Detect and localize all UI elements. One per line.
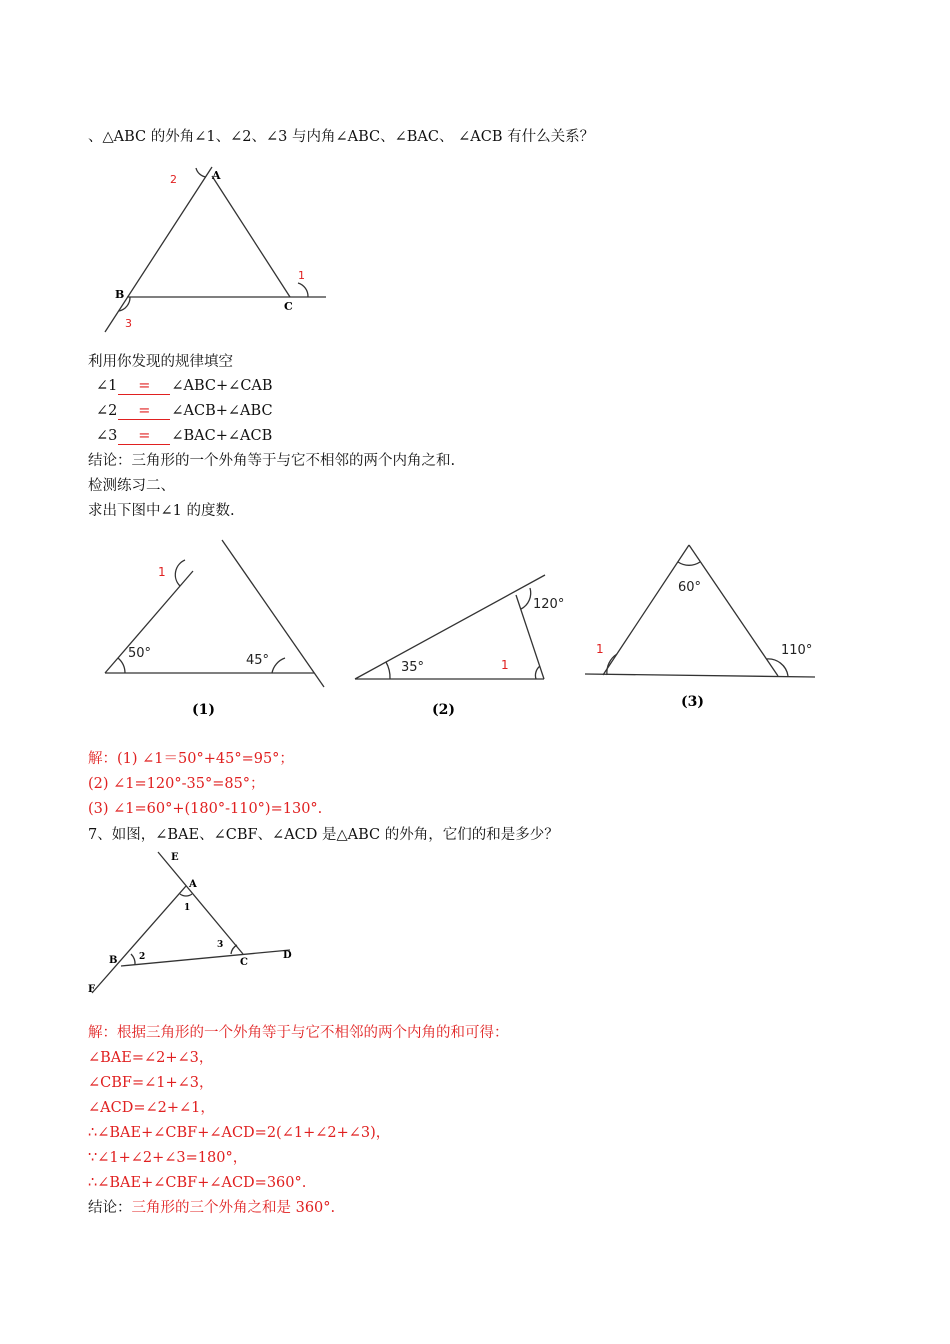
side-ac bbox=[212, 176, 290, 297]
fig2-angle-b: 120° bbox=[533, 597, 565, 612]
q7-angle-3: 3 bbox=[217, 940, 224, 950]
q7-vertex-e: E bbox=[171, 852, 179, 863]
question-7-figure bbox=[85, 848, 300, 998]
fig1-caption: (1) bbox=[192, 702, 215, 718]
fig2-angle-1: 1 bbox=[501, 658, 509, 672]
vertex-a-label: A bbox=[212, 169, 221, 182]
fill-row-3-answer: = bbox=[118, 428, 170, 445]
q7-vertex-c: C bbox=[240, 957, 248, 968]
fill-row-1 bbox=[96, 376, 273, 396]
fig3-angle-1: 1 bbox=[596, 642, 604, 656]
q7-vertex-b: B bbox=[109, 955, 118, 966]
vertex-b-label: B bbox=[115, 288, 125, 301]
q7-solution-7: ∴∠BAE+∠CBF+∠ACD=360°. bbox=[88, 1175, 307, 1191]
practice-prompt: 求出下图中∠1 的度数. bbox=[88, 503, 235, 519]
q7-solution-2: ∠BAE=∠2+∠3， bbox=[88, 1050, 214, 1066]
q7-angle-2: 2 bbox=[139, 952, 146, 962]
q7-solution-4: ∠ACD=∠2+∠1， bbox=[88, 1100, 215, 1116]
fig1-angle-b: 45° bbox=[246, 653, 270, 668]
angle-1-arc bbox=[298, 283, 308, 297]
fill-prompt: 利用你发现的规律填空 bbox=[88, 354, 233, 370]
fill-row-2 bbox=[96, 401, 273, 421]
fill-row-3-left: ∠3 bbox=[96, 428, 118, 444]
question-1-text: 、△ABC 的外角∠1、∠2、∠3 与内角∠ABC、∠BAC、 ∠ACB 有什么关系？ bbox=[88, 129, 595, 145]
fill-row-1-right: ∠ABC+∠CAB bbox=[171, 378, 273, 394]
vertex-c-label: C bbox=[284, 300, 293, 313]
angle-2-arc bbox=[196, 168, 206, 177]
q7-solution-6: ∵∠1+∠2+∠3=180°， bbox=[88, 1150, 248, 1166]
practice-solution-2: (2) ∠1=120°-35°=85°； bbox=[88, 776, 265, 792]
side-ab-extended bbox=[105, 167, 212, 332]
conclusion-2-text: 三角形的三个外角之和是 360°. bbox=[131, 1200, 336, 1216]
triangle-abc-figure bbox=[100, 160, 340, 340]
fig3-angle-b: 110° bbox=[781, 643, 813, 658]
question-7-text: 7、如图，∠BAE、∠CBF、∠ACD 是△ABC 的外角，它们的和是多少？ bbox=[88, 827, 559, 843]
fill-row-1-left: ∠1 bbox=[96, 378, 118, 394]
fill-row-2-right: ∠ACB+∠ABC bbox=[171, 403, 273, 419]
practice-solution-1: 解：(1) ∠1＝50°+45°=95°； bbox=[88, 751, 294, 767]
fill-row-2-answer: = bbox=[118, 403, 170, 420]
q7-solution-5: ∴∠BAE+∠CBF+∠ACD=2(∠1+∠2+∠3)， bbox=[88, 1125, 391, 1141]
conclusion-1: 结论：三角形的一个外角等于与它不相邻的两个内角之和. bbox=[88, 453, 456, 469]
q7-vertex-d: D bbox=[283, 950, 292, 961]
angle-3-label: 3 bbox=[125, 317, 132, 330]
conclusion-2 bbox=[88, 1198, 335, 1218]
q7-vertex-a: A bbox=[189, 879, 197, 890]
q7-vertex-f: F bbox=[88, 984, 96, 995]
angle-2-label: 2 bbox=[170, 173, 177, 186]
q7-solution-1: 解：根据三角形的一个外角等于与它不相邻的两个内角的和可得： bbox=[88, 1025, 509, 1041]
fill-row-3-right: ∠BAC+∠ACB bbox=[171, 428, 273, 444]
practice-solution-3: (3) ∠1=60°+(180°-110°)=130°. bbox=[88, 801, 323, 817]
fig2-caption: (2) bbox=[432, 702, 455, 718]
q7-angle-1: 1 bbox=[184, 903, 191, 913]
practice-heading: 检测练习二、 bbox=[88, 478, 175, 494]
practice-figure-1 bbox=[100, 535, 330, 725]
angle-1-label: 1 bbox=[298, 269, 305, 282]
fig2-angle-a: 35° bbox=[401, 660, 425, 675]
practice-figure-3 bbox=[580, 535, 820, 720]
fill-row-3 bbox=[96, 426, 272, 446]
fill-row-1-answer: = bbox=[118, 378, 170, 395]
fig3-caption: (3) bbox=[681, 694, 704, 710]
q7-solution-3: ∠CBF=∠1+∠3， bbox=[88, 1075, 214, 1091]
fig1-angle-a: 50° bbox=[128, 646, 152, 661]
conclusion-2-label: 结论： bbox=[88, 1200, 132, 1216]
fill-row-2-left: ∠2 bbox=[96, 403, 118, 419]
practice-figure-2 bbox=[350, 560, 570, 725]
fig1-angle-1: 1 bbox=[158, 565, 166, 579]
fig3-angle-a: 60° bbox=[678, 580, 702, 595]
